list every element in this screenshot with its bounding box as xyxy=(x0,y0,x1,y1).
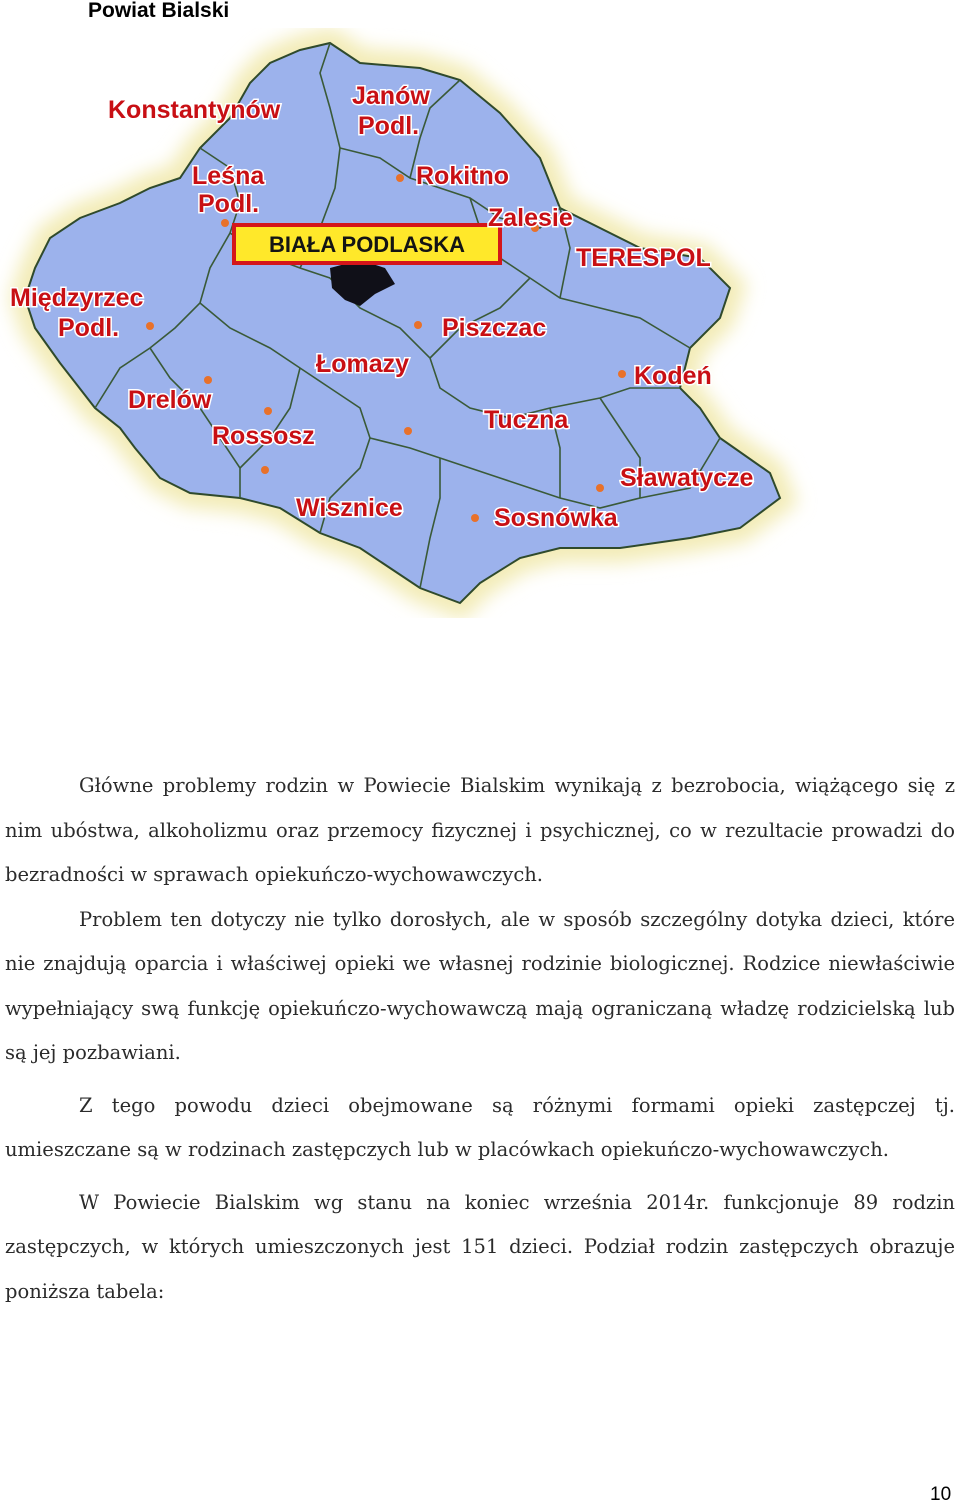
county-map xyxy=(0,28,820,618)
label-lomazy: Łomazy xyxy=(316,350,410,378)
label-rossosz: Rossosz xyxy=(212,422,315,450)
label-miedzyrzec-2: Podl. xyxy=(58,314,120,342)
label-koden: Kodeń xyxy=(634,362,712,390)
label-rokitno: Rokitno xyxy=(416,162,510,190)
label-lesna-1: Leśna xyxy=(192,162,265,190)
paragraph-3: Z tego powodu dzieci obejmowane są różnymi formami opieki zastępczej tj. umieszczane są w rodzinach zastępczych lub w placówkach opiekuńczo-wychowawczych. xyxy=(5,1093,955,1161)
body-text xyxy=(5,764,955,1314)
label-terespol: TERESPOL xyxy=(576,244,711,272)
page-title: Powiat Bialski xyxy=(88,0,230,22)
county-map-svg xyxy=(0,28,820,618)
label-drelow: Drelów xyxy=(128,386,212,414)
label-sosnowka: Sosnówka xyxy=(494,504,618,532)
label-tuczna: Tuczna xyxy=(484,406,569,434)
label-piszczac: Piszczac xyxy=(442,314,547,342)
paragraph-1: Główne problemy rodzin w Powiecie Bialskim wynikają z bezrobocia, wiążącego się z nim ubóstwa, alkoholizmu oraz przemocy fizycznej i psychicznej, co w rezultacie prowadzi do bezradności w sprawach opiekuńczo-wychowawczych. xyxy=(5,774,955,886)
label-janow-2: Podl. xyxy=(358,112,420,140)
label-miedzyrzec-1: Międzyrzec xyxy=(10,284,144,312)
paragraph-2: Problem ten dotyczy nie tylko dorosłych, ale w sposób szczególny dotyka dzieci, które nie znajdują oparcia i właściwej opieki we własnej rodzinie biologicznej. Rodzice niewłaściwie wypełniający swą funkcję opiekuńczo-wychowawczą mają ograniczaną władzę rodzicielską lub są jej pozbawiani. xyxy=(5,907,955,1064)
label-konstantynow: Konstantynów xyxy=(108,96,281,124)
label-zalesie: Zalesie xyxy=(488,204,573,232)
label-janow-1: Janów xyxy=(352,82,430,110)
paragraph-4: W Powiecie Bialskim wg stanu na koniec września 2014r. funkcjonuje 89 rodzin zastępczych, w których umieszczonych jest 151 dzieci. Podział rodzin zastępczych obrazuje poniższa tabela: xyxy=(5,1190,955,1303)
label-lesna-2: Podl. xyxy=(198,190,260,218)
label-wisznice: Wisznice xyxy=(296,494,403,522)
label-biala-podlaska: BIAŁA PODLASKA xyxy=(269,232,465,257)
label-slawatycze: Sławatycze xyxy=(620,464,754,492)
page-number: 10 xyxy=(930,1484,952,1505)
